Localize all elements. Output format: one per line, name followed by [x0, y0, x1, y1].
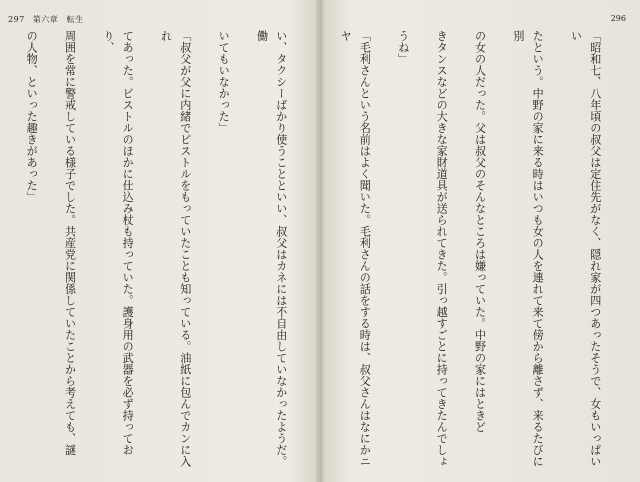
- text-line: の女の人だった。父は叔父のそんなところは嫌っていた。中野の家にはときど: [473, 30, 487, 433]
- text-line: きタンスなどの大きな家財道具が送られてきた。引っ越すごとに持ってきたんでしょ: [435, 30, 449, 467]
- text-line: 「叔父が父に内緒でピストルをもっていたことも知っている。油紙に包んでカンに入れ: [159, 30, 192, 467]
- right-page-text: [328, 30, 624, 470]
- left-page-header: [8, 14, 84, 25]
- left-page: [0, 0, 318, 482]
- text-line: てあった。ピストルのほかに仕込み杖も持っていた。護身用の武器を必ず持っており、: [101, 30, 135, 456]
- text-line: の人物、といった趣きがあった」: [25, 30, 39, 203]
- text-line: たという。中野の家に来る時はいつも女の人を連れて来て傍から離さず、来るたびに別: [511, 30, 545, 467]
- text-line: 周囲を常に警戒している様子でした。共産党に関係していたことから考えても、謎: [63, 30, 77, 456]
- text-line: 「昭和七、八年頃の叔父は定住先がなく、隠れ家が四つあったそうで、女もいっぱいい: [569, 30, 602, 467]
- running-head: 第六章 転生: [32, 15, 84, 24]
- text-line: い、タクシーばかり使うことといい、叔父はカネには不自由していなかったようだ。働: [255, 30, 288, 467]
- text-line: 「毛利さんという名前はよく聞いた。毛利さんの話をする時は、叔父さんはなにかニヤ: [339, 30, 372, 467]
- left-page-text: [8, 30, 310, 470]
- left-page-number: 297: [8, 15, 25, 24]
- text-line: いてもいなかった」: [217, 30, 231, 134]
- right-page: [322, 0, 640, 482]
- text-line: うね」: [396, 30, 410, 65]
- right-page-number: 296: [610, 14, 626, 23]
